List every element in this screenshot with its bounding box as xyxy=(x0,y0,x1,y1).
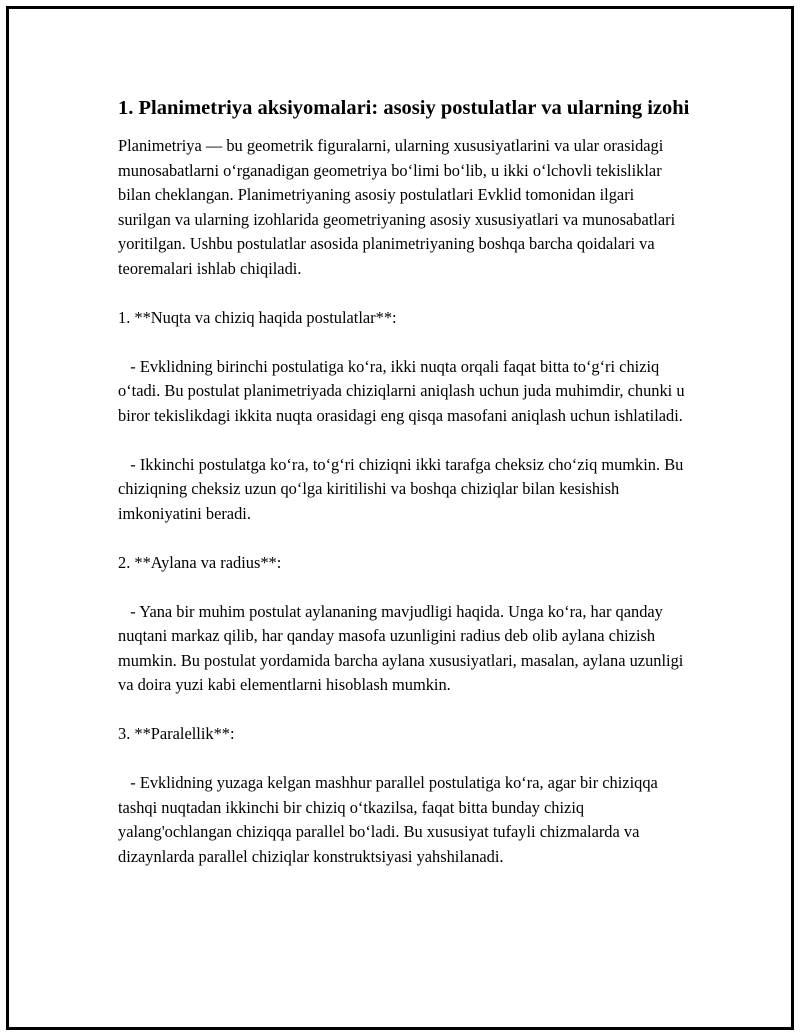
bullet-parallel-postulate: - Evklidning yuzaga kelgan mashhur parallel postulatiga koʻra, agar bir chiziqqa tashqi nuqtadan ikkinchi bir chiziq oʻtkazilsa, faqat bitta bunday chiziq yalang'ochlangan chiziqqa parallel boʻladi. Bu xususiyat tufayli chizmalarda va dizaynlarda parallel chiziqlar konstruktsiyasi yahshilanadi. xyxy=(118,773,662,866)
section-heading-circle-radius: 2. **Aylana va radius**: xyxy=(118,552,282,572)
intro-paragraph: Planimetriya — bu geometrik figuralarni, ularning xususiyatlarini va ular orasidagi munosabatlarni oʻrganadigan geometriya boʻlimi boʻlib, u ikki oʻlchovli tekisliklar bilan cheklangan. Planimetriyaning asosiy postulatlari Evklid tomonidan ilgari surilgan va ularning izohlarida geometriyaning asosiy xususiyatlari va munosabatlari yoritilgan. Ushbu postulatlar asosida planimetriyaning boshqa barcha qoidalari va teoremalari ishlab chiqiladi. xyxy=(118,136,680,278)
section-heading-parallelism: 3. **Paralellik**: xyxy=(118,724,235,743)
bullet-circle-postulate: - Yana bir muhim postulat aylananing mavjudligi haqida. Unga koʻra, har qanday nuqtani markaz qilib, har qanday masofa uzunligini radius deb olib aylana chizish mumkin. Bu postulat yordamida barcha aylana xususiyatlari, masalan, aylana uzunligi va doira yuzi kabi elementlarni hisoblash mumkin. xyxy=(118,601,688,694)
bullet-first-postulate: - Evklidning birinchi postulatiga koʻra, ikki nuqta orqali faqat bitta toʻgʻri chiziq oʻtadi. Bu postulat planimetriyada chiziqlarni aniqlash uchun juda muhimdir, chunki u biror tekislikdagi ikkita nuqta orasidagi eng qisqa masofani aniqlash uchun ishlatiladi. xyxy=(118,356,689,425)
bullet-second-postulate: - Ikkinchi postulatga koʻra, toʻgʻri chiziqni ikki tarafga cheksiz choʻziq mumkin. Bu chiziqning cheksiz uzun qoʻlga kiritilishi va boshqa chiziqlar bilan kesishish imkoniyatini beradi. xyxy=(118,454,688,523)
document-body xyxy=(118,94,690,894)
document-title: 1. Planimetriya aksiyomalari: asosiy postulatlar va ularning izohi xyxy=(118,97,690,119)
section-heading-points-lines: 1. **Nuqta va chiziq haqida postulatlar**: xyxy=(118,307,397,327)
